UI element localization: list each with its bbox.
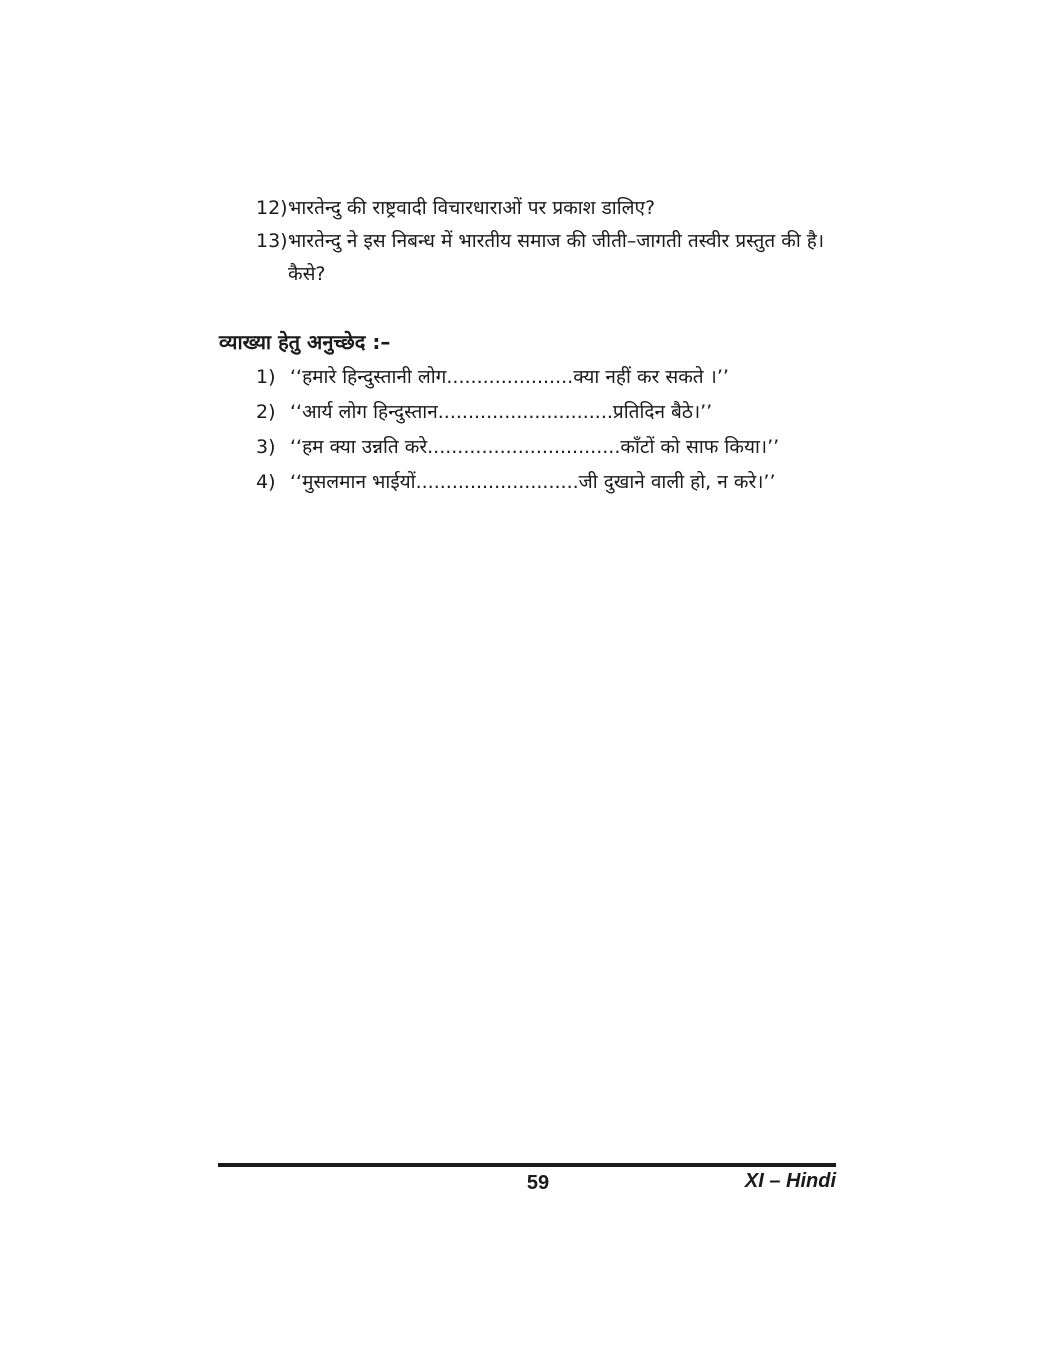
passage-text: ‘‘हमारे हिन्दुस्तानी लोग.....................क्या नहीं कर सकते ।’’ (290, 366, 729, 388)
passage-text: ‘‘हम क्या उन्नति करे................................काँटों को साफ किया।’’ (290, 436, 780, 458)
passage-item (256, 430, 836, 465)
question-item (256, 225, 856, 291)
question-number: 13) (256, 230, 288, 252)
passage-list (256, 360, 836, 500)
passage-number: 1) (256, 366, 276, 388)
question-text: भारतेन्दु ने इस निबन्ध में भारतीय समाज की जीती–जागती तस्वीर प्रस्तुत की है। कैसे? (288, 230, 825, 285)
passage-item (256, 395, 836, 430)
footer-divider (218, 1163, 836, 1167)
footer-label: XI – Hindi (744, 1170, 836, 1192)
question-number: 12) (256, 197, 288, 219)
question-list (256, 192, 856, 291)
page-number: 59 (526, 1172, 550, 1194)
question-text: भारतेन्दु की राष्ट्रवादी विचारधाराओं पर प्रकाश डालिए? (288, 197, 656, 219)
passage-item (256, 360, 836, 395)
passage-text: ‘‘मुसलमान भाईयों...........................जी दुखाने वाली हो, न करे।’’ (290, 471, 776, 493)
passage-text: ‘‘आर्य लोग हिन्दुस्तान.............................प्रतिदिन बैठे।’’ (290, 401, 713, 423)
section-heading: व्याख्या हेतु अनुच्छेद :– (219, 330, 391, 354)
question-item (256, 192, 856, 225)
passage-number: 4) (256, 471, 276, 493)
passage-item (256, 465, 836, 500)
passage-number: 2) (256, 401, 276, 423)
passage-number: 3) (256, 436, 276, 458)
